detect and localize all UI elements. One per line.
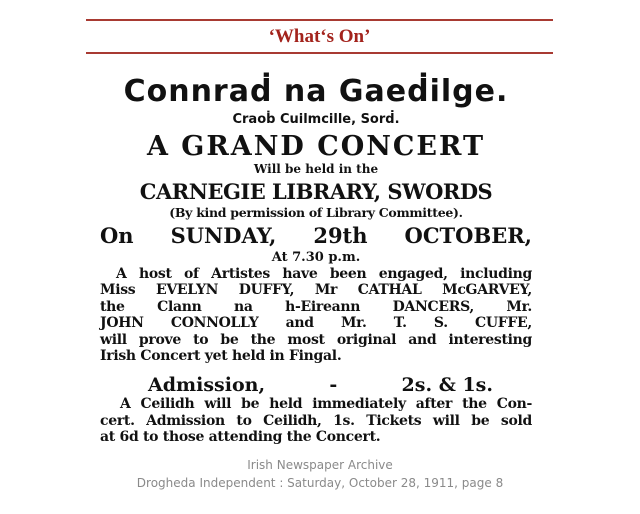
clipping-permission: (By kind permission of Library Committee). xyxy=(169,205,463,220)
admission-label: Admission, xyxy=(148,374,266,396)
source-citation: Drogheda Independent : Saturday, October 28, 1911, page 8 xyxy=(136,476,504,490)
ceilidh-line: A Ceilidh will be held immediately after the Con- xyxy=(120,396,532,412)
clipping-heading-irish: Connraḋ na Gaeḋilge. xyxy=(123,74,509,109)
clipping-branch: Craoḃ Cuilmcille, Sorḋ. xyxy=(232,112,400,127)
admission-price: 2s. & 1s. xyxy=(401,374,493,396)
admission-row xyxy=(148,374,493,396)
slide-title: ‘What‘s On’ xyxy=(268,26,371,47)
body-line: JOHN CONNOLLY and Mr. T. S. CUFFE, xyxy=(100,315,532,331)
title-rule-bottom xyxy=(86,52,553,54)
body-line: Irish Concert yet held in Fingal. xyxy=(100,348,342,364)
clipping-venue: CARNEGIE LIBRARY, SWORDS xyxy=(139,179,493,204)
admission-dash: - xyxy=(329,374,338,396)
body-line: will prove to be the most original and interesting xyxy=(100,332,532,348)
ceilidh-line: cert. Admission to Ceilidh, 1s. Tickets will be sold xyxy=(100,413,532,429)
body-line: Miss EVELYN DUFFY, Mr CATHAL McGARVEY, xyxy=(100,282,532,298)
clipping-headline: A GRAND CONCERT xyxy=(146,131,486,162)
clipping-date: On SUNDAY, 29th OCTOBER, xyxy=(100,223,532,248)
clipping-time: At 7.30 p.m. xyxy=(271,250,361,265)
body-line: A host of Artistes have been engaged, including xyxy=(116,266,532,282)
ceilidh-line: at 6d to those attending the Concert. xyxy=(100,429,381,445)
body-line: the Clann na h-Eireann DANCERS, Mr. xyxy=(100,299,532,315)
source-archive: Irish Newspaper Archive xyxy=(247,458,393,472)
clipping-held: Will be held in the xyxy=(253,162,379,176)
title-rule-top xyxy=(86,19,553,21)
